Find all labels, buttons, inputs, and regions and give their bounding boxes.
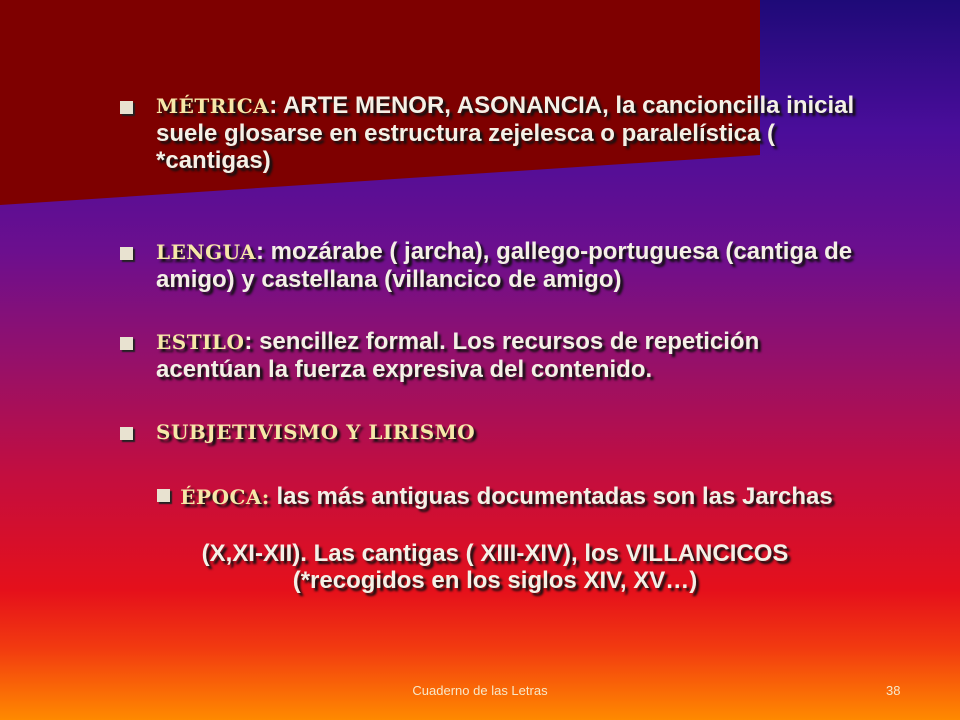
item-metrica xyxy=(120,92,860,174)
epoca-line1: las más antiguas documentadas son las Jarchas xyxy=(269,483,833,510)
item-text: : mozárabe ( jarcha), gallego-portuguesa (cantiga de amigo) y castellana (villancico de amigo) xyxy=(156,238,853,293)
item-text: : sencillez formal. Los recursos de repetición acentúan la fuerza expresiva del contenido. xyxy=(156,328,760,383)
square-bullet-icon xyxy=(120,247,133,260)
item-keyword: SUBJETIVISMO Y LIRISMO xyxy=(156,420,476,444)
item-keyword: ESTILO xyxy=(156,330,245,354)
square-bullet-icon xyxy=(120,427,133,440)
item-text: : ARTE MENOR, ASONANCIA, la cancioncilla inicial suele glosarse en estructura zejelesca o paralelística ( *cantigas) xyxy=(156,92,855,174)
square-bullet-icon xyxy=(157,489,170,502)
item-keyword: MÉTRICA xyxy=(156,94,270,118)
epoca-line2: (X,XI-XII). Las cantigas ( XIII-XIV), los VILLANCICOS (*recogidos en los siglos XIV, XV…) xyxy=(201,540,789,594)
item-keyword: LENGUA xyxy=(156,240,257,264)
square-bullet-icon xyxy=(120,101,133,114)
square-bullet-icon xyxy=(120,337,133,350)
item-epoca xyxy=(150,483,840,511)
epoca-keyword: ÉPOCA: xyxy=(180,485,270,509)
page-number: 38 xyxy=(886,683,901,698)
item-lengua xyxy=(120,238,860,293)
item-subjetivismo xyxy=(120,418,860,446)
item-estilo xyxy=(120,328,860,383)
footer-title: Cuaderno de las Letras xyxy=(412,683,548,698)
